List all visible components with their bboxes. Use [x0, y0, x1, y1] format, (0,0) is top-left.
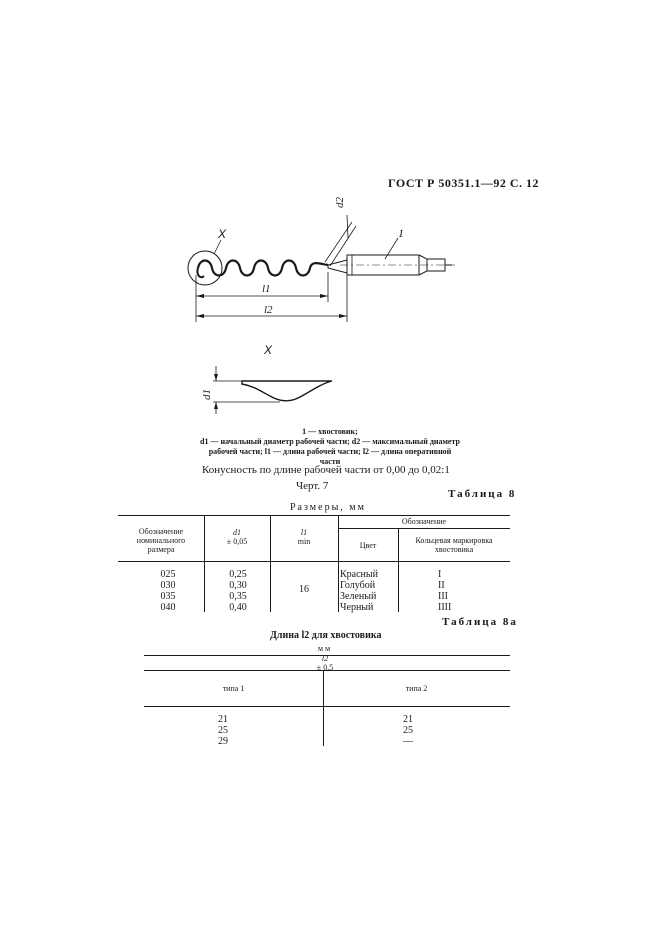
table-row: 025	[160, 569, 176, 580]
list-item: 29	[218, 736, 228, 747]
label-1: 1	[398, 226, 404, 240]
t8-header-group: Обозначение	[401, 517, 447, 526]
table-row: 035	[160, 591, 176, 602]
t8a-col-type2	[388, 714, 428, 747]
list-item: 25	[218, 725, 228, 736]
t8-header-l1: l1 min	[297, 528, 311, 546]
label-d1: d1	[201, 389, 213, 400]
t8a-col-type1	[203, 714, 243, 747]
t8-header-color: Цвет	[359, 541, 377, 550]
legend-line-2: d1 — начальный диаметр рабочей части; d2 — максимальный диаметр	[200, 437, 460, 446]
label-x: X	[218, 227, 227, 241]
t8a-col1-header: типа 1	[222, 684, 245, 693]
t8-header-d1: d1 ± 0,05	[226, 528, 248, 546]
table8a-label: Таблица 8а	[442, 616, 518, 628]
legend-line-1: 1 — хвостовик;	[302, 427, 358, 436]
table8a-caption: Длина l2 для хвостовика	[270, 630, 382, 641]
legend-line-4: части	[319, 457, 341, 466]
list-item: 25	[403, 725, 413, 736]
table8-label: Таблица 8	[448, 488, 517, 500]
shank	[328, 260, 347, 273]
list-item: 21	[218, 714, 228, 725]
label-d2: d2	[334, 197, 346, 208]
t8-l1-value: 16	[299, 584, 309, 595]
label-l2: l2	[264, 304, 273, 316]
t8-header-designation: Обозначение номинального размера	[136, 527, 186, 554]
conicity-note: Конусность по длине рабочей части от 0,00 до 0,02:1	[202, 464, 450, 476]
t8-col-color: Красный Голубой Зеленый Черный	[340, 569, 378, 613]
t8-col-d1: 0,25 0,30 0,35 0,40	[229, 569, 247, 613]
detail-circle	[188, 251, 222, 285]
detail-profile	[242, 381, 332, 401]
t8a-col2-header: типа 2	[405, 684, 428, 693]
label-l1: l1	[262, 283, 271, 295]
detail-title: X	[264, 343, 273, 357]
table8-caption: Размеры, мм	[290, 502, 366, 513]
t8-col-size	[148, 569, 188, 613]
t8-col-ring: I II III IIII	[438, 569, 452, 613]
working-part-wave	[198, 261, 328, 276]
t8-header-ring: Кольцевая маркировка хвостовика	[415, 536, 493, 554]
table-row: 040	[160, 602, 176, 613]
list-item: 21	[403, 714, 413, 725]
drawing-caption: Черт. 7	[296, 480, 329, 492]
t8a-top-header: l2 ± 0,5	[316, 654, 334, 672]
page-header: ГОСТ Р 50351.1—92 С. 12	[388, 176, 539, 190]
table8a-unit: мм	[318, 644, 333, 653]
list-item: —	[403, 736, 413, 747]
drawing-legend	[180, 427, 480, 467]
table-row: 030	[160, 580, 176, 591]
legend-line-3: рабочей части; l1 — длина рабочей части; l2 — длина оперативной	[208, 447, 452, 456]
